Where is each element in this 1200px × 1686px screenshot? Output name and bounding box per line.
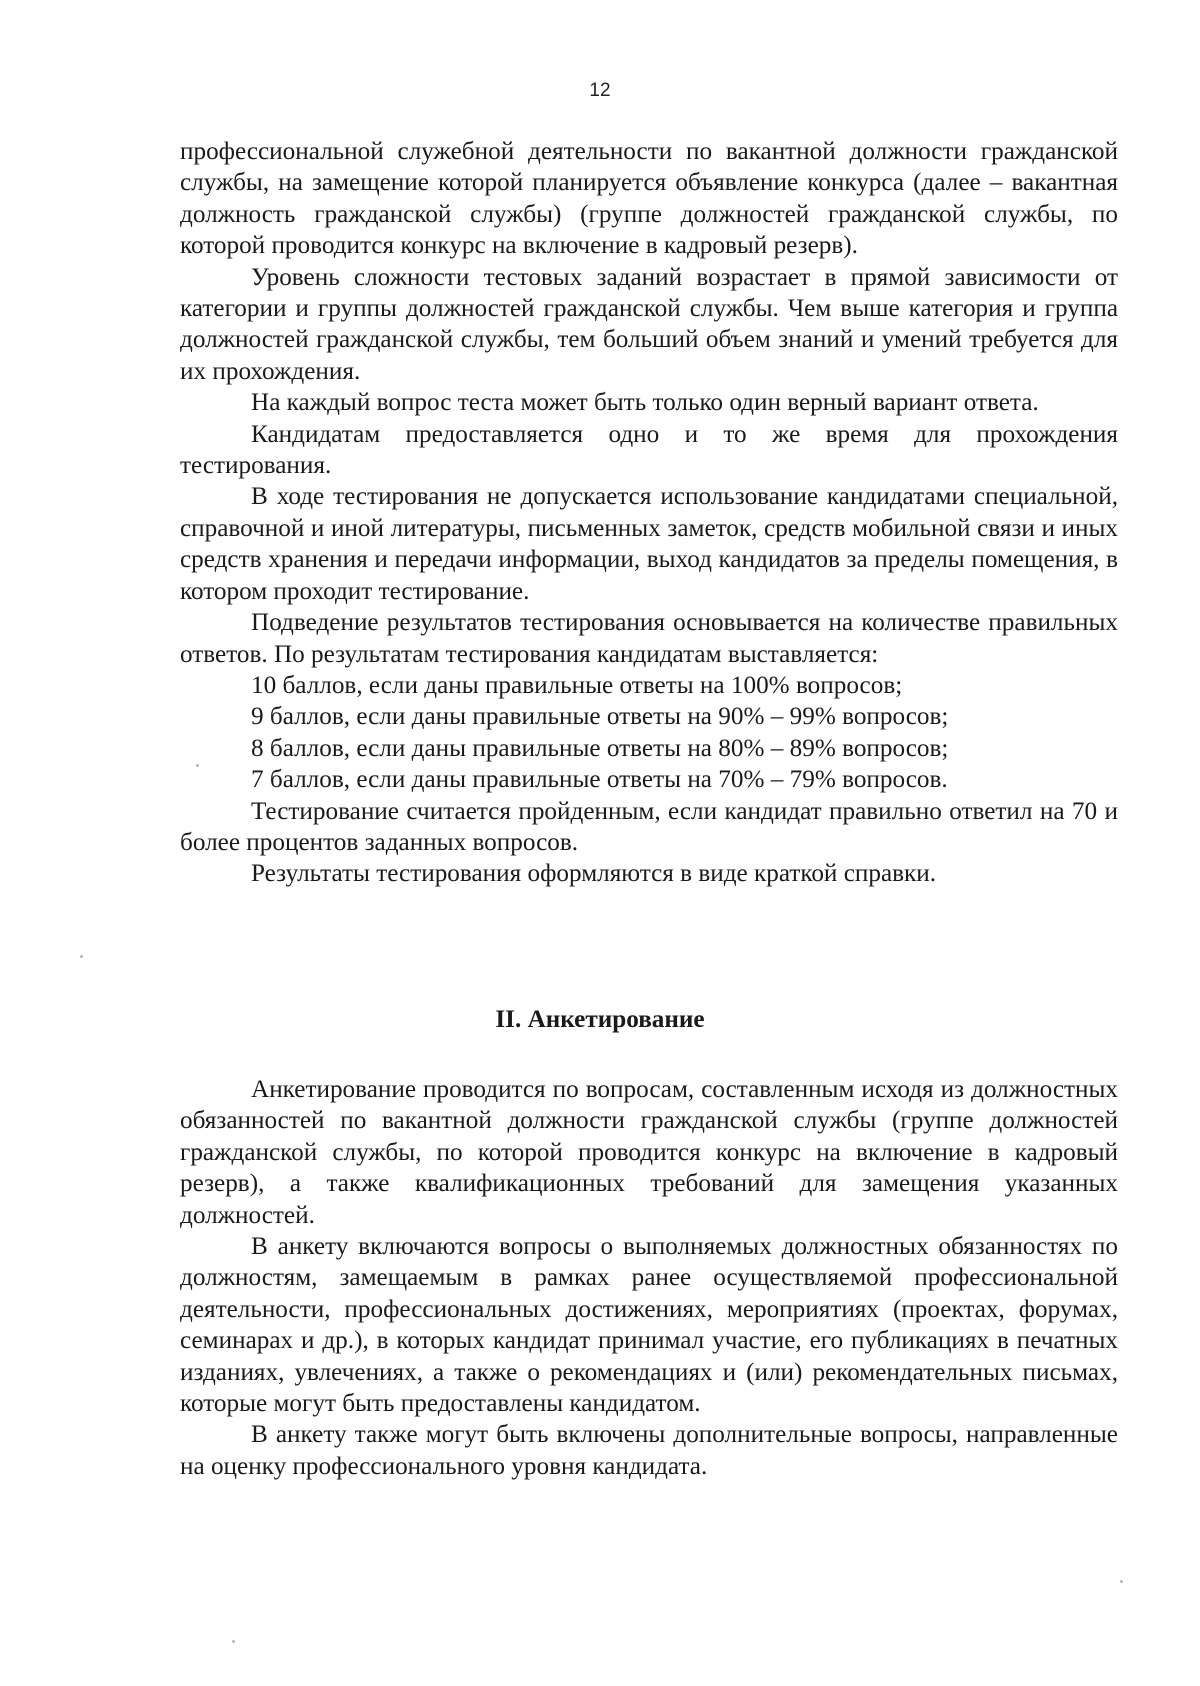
paragraph: Уровень сложности тестовых заданий возрастает в прямой зависимости от категории и группы должностей гражданской службы. Чем выше категория и группа должностей гражданской службы, тем больший объем знаний и умений требуется для их прохождения. <box>180 263 1118 385</box>
scan-speck <box>232 1640 235 1643</box>
paragraph: профессиональной служебной деятельности по вакантной должности гражданской службы, на замещение которой планируется объявление конкурса (далее – вакантная должность гражданской службы) (группе должностей гражданской службы, по которой проводится конкурс на включение в кадровый резерв). <box>180 138 1118 260</box>
section-heading: II. Анкетирование <box>495 1006 705 1033</box>
score-line: 8 баллов, если даны правильные ответы на 80% – 89% вопросов; <box>251 734 949 762</box>
paragraph: Анкетирование проводится по вопросам, составленным исходя из должностных обязанностей по вакантной должности гражданской службы (группе должностей гражданской службы, по которой проводится конкурс на включение в кадровый резерв), а также квалификационных требований для замещения указанных должностей. <box>180 1076 1118 1229</box>
section-questionnaire-text <box>180 1074 1118 1482</box>
paragraph: На каждый вопрос теста может быть только один верный вариант ответа. <box>251 389 1039 417</box>
score-line: 9 баллов, если даны правильные ответы на 90% – 99% вопросов; <box>251 703 949 731</box>
paragraph: Кандидатам предоставляется одно и то же время для прохождения тестирования. <box>180 420 1118 480</box>
scan-speck <box>1120 1580 1123 1583</box>
scan-speck <box>80 955 83 958</box>
paragraph: Тестирование считается пройденным, если кандидат правильно ответил на 70 и более процентов заданных вопросов. <box>180 797 1118 856</box>
score-line: 7 баллов, если даны правильные ответы на 70% – 79% вопросов. <box>251 766 948 794</box>
paragraph: В ходе тестирования не допускается использование кандидатами специальной, справочной и иной литературы, письменных заметок, средств мобильной связи и иных средств хранения и передачи информации, выход кандидатов за пределы помещения, в котором проходит тестирование. <box>180 483 1118 605</box>
paragraph: В анкету включаются вопросы о выполняемых должностных обязанностях по должностям, замещаемым в рамках ранее осуществляемой профессиональной деятельности, профессиональных достижениях, мероприятиях (проектах, форумах, семинарах и др.), в которых кандидат принимал участие, его публикациях в печатных изданиях, увлечениях, а также о рекомендациях и (или) рекомендательных письмах, которые могут быть предоставлены кандидатом. <box>180 1233 1118 1418</box>
score-line: 10 баллов, если даны правильные ответы на 100% вопросов; <box>251 671 903 699</box>
paragraph: Результаты тестирования оформляются в виде краткой справки. <box>251 860 937 888</box>
section-testing-text <box>180 136 1118 890</box>
scan-speck <box>196 764 199 767</box>
page-number: 12 <box>589 80 611 101</box>
paragraph: В анкету также могут быть включены дополнительные вопросы, направленные на оценку профессионального уровня кандидата. <box>180 1421 1118 1480</box>
paragraph: Подведение результатов тестирования основывается на количестве правильных ответов. По результатам тестирования кандидатам выставляется: <box>180 609 1118 668</box>
